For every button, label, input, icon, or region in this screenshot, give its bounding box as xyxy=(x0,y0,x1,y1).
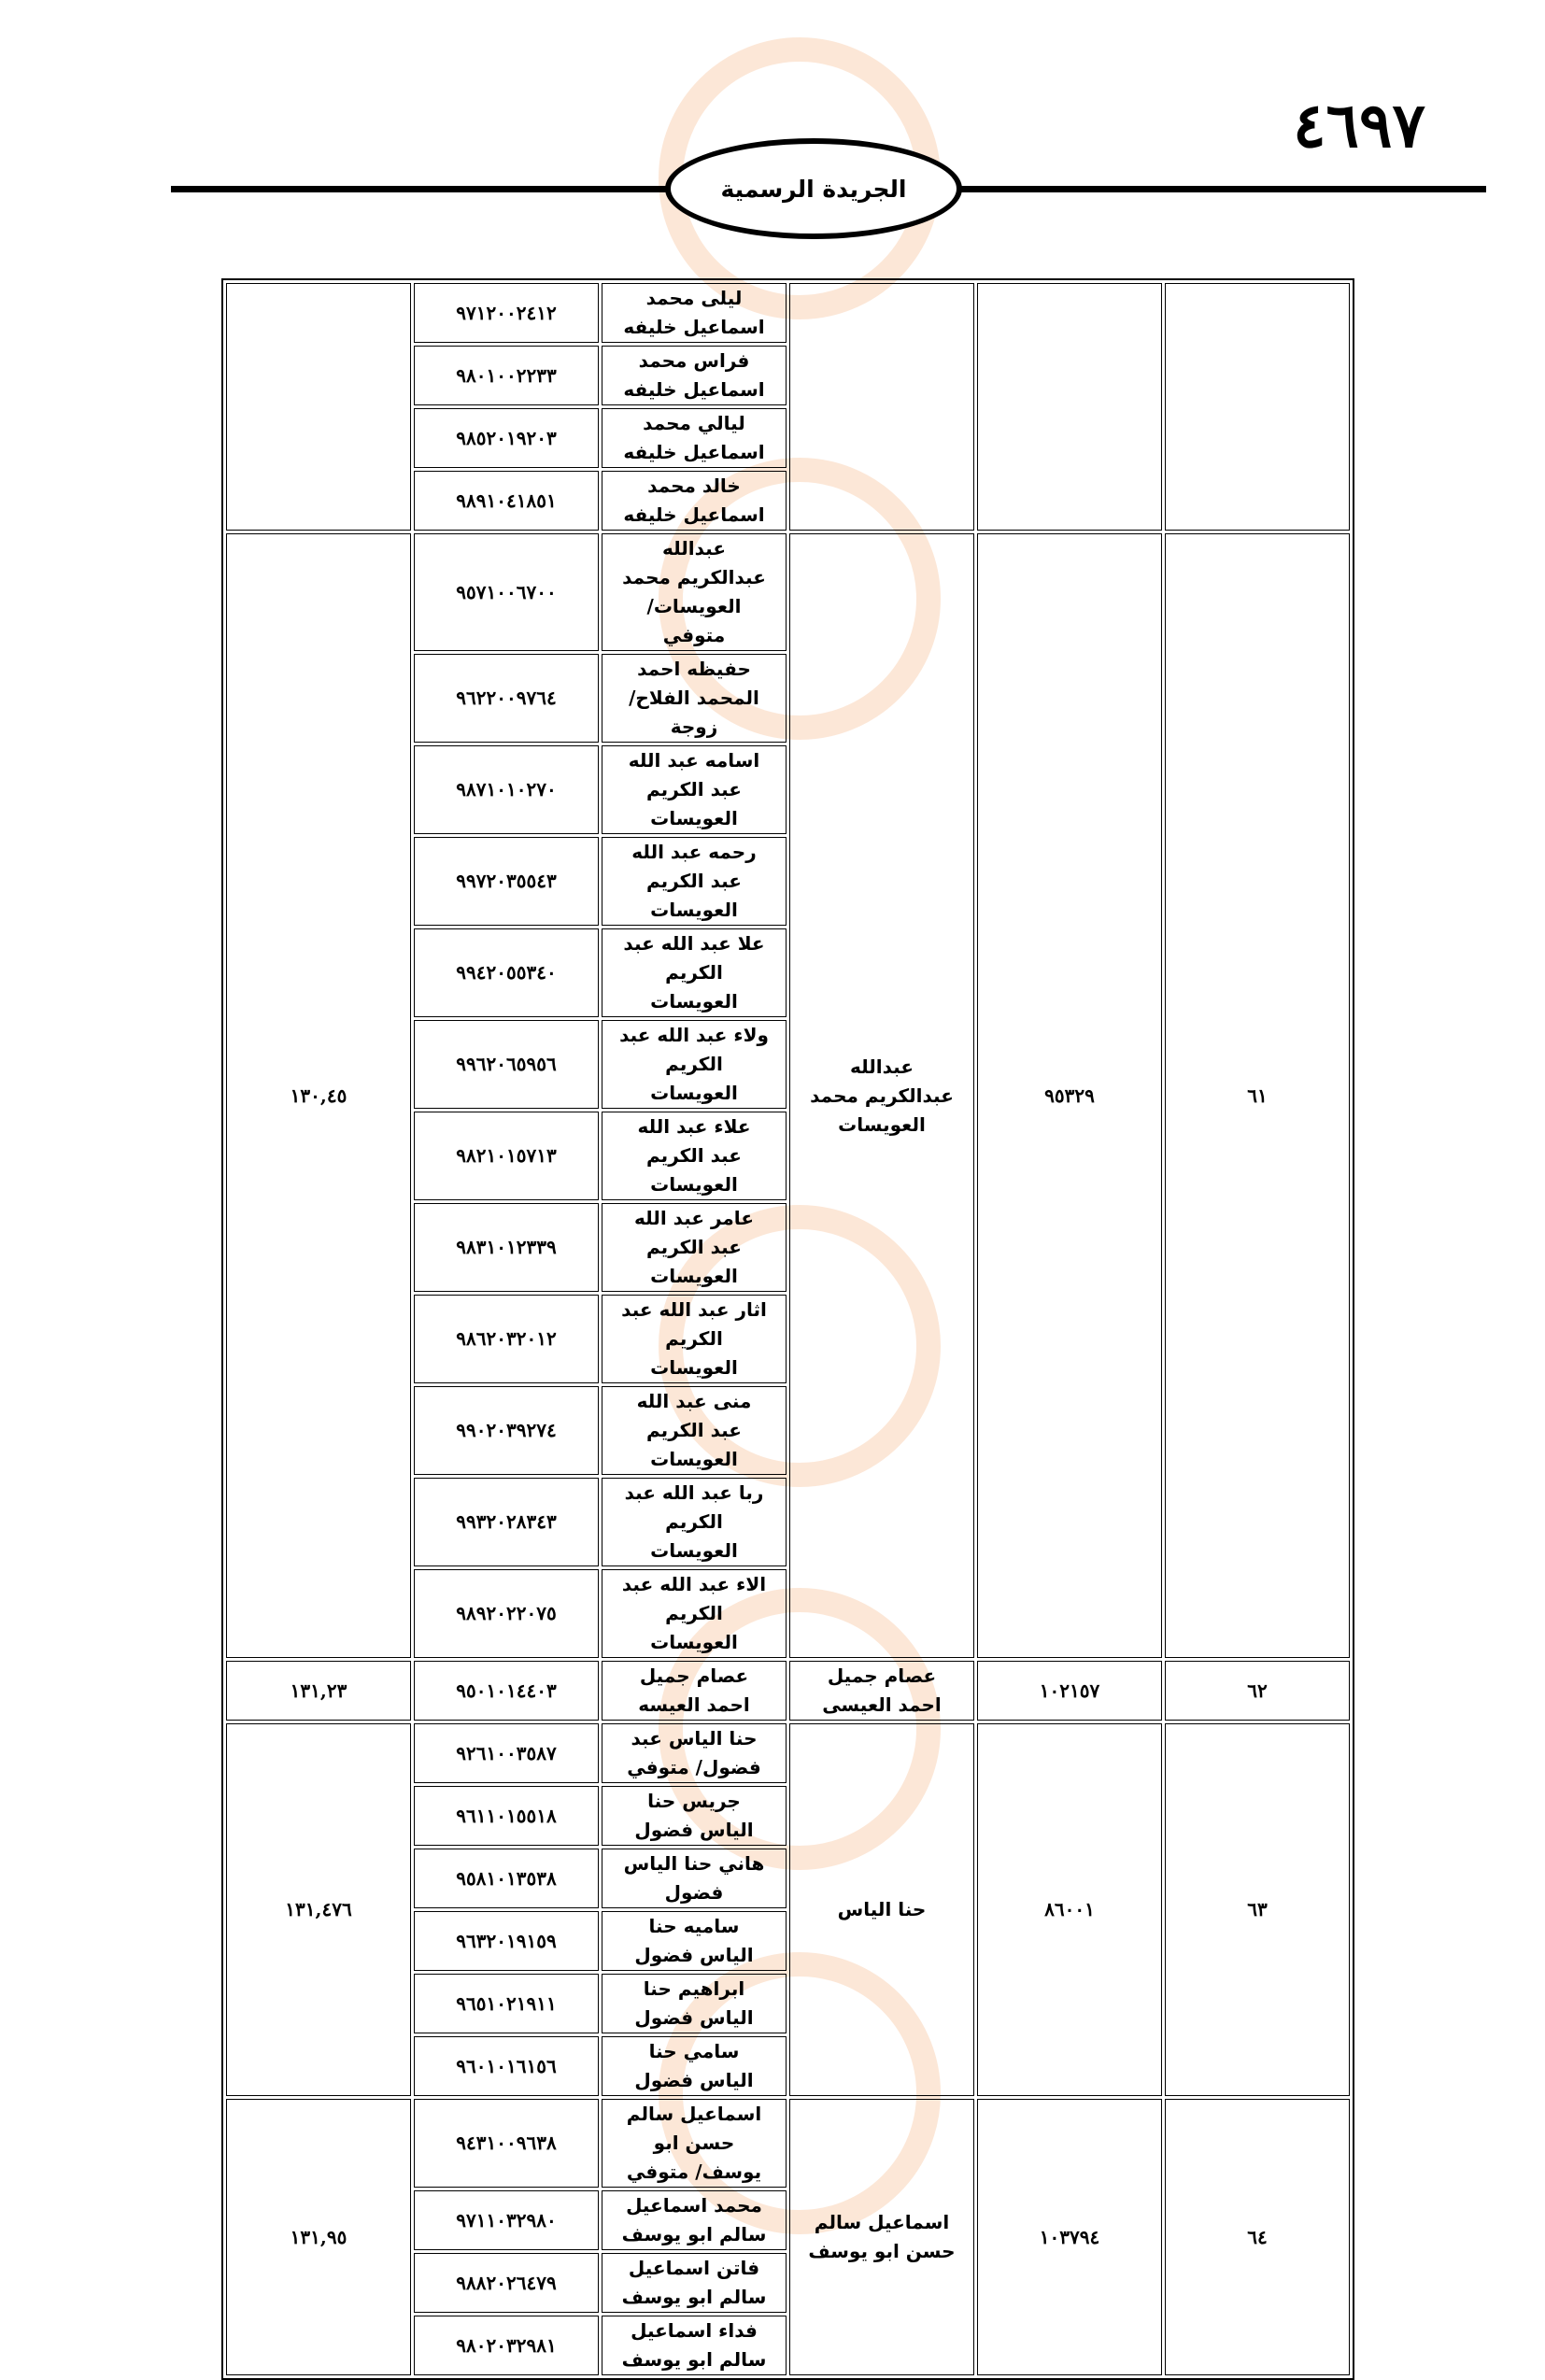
national-id-cell: ٩٨٦٢٠٣٢٠١٢ xyxy=(414,1295,599,1383)
member-name-cell: اسماعيل سالم حسن ابو يوسف/ متوفي xyxy=(602,2099,787,2188)
member-name-cell: عبدالله عبدالكريم محمد العويسات/ متوفي xyxy=(602,533,787,651)
national-id-cell: ٩٨٧١٠١٠٢٧٠ xyxy=(414,745,599,834)
member-name-cell: هاني حنا الياس فضول xyxy=(602,1849,787,1908)
member-name-cell: عصام جميل احمد العيسه xyxy=(602,1661,787,1721)
national-id-cell: ٩٩٠٢٠٣٩٢٧٤ xyxy=(414,1386,599,1475)
total-amount-cell: ١٣١,٩٥ xyxy=(226,2099,411,2375)
member-name-cell: عامر عبد الله عبد الكريم العويسات xyxy=(602,1203,787,1292)
record-id-cell: ١٠٢١٥٧ xyxy=(977,1661,1162,1721)
member-name-cell: ساميه حنا الياس فضول xyxy=(602,1911,787,1971)
gazette-title-oval xyxy=(665,138,962,239)
national-id-cell: ٩٩٦٢٠٦٥٩٥٦ xyxy=(414,1020,599,1109)
national-id-cell: ٩٨٣١٠١٢٣٣٩ xyxy=(414,1203,599,1292)
member-name-cell: ولاء عبد الله عبد الكريم العويسات xyxy=(602,1020,787,1109)
national-id-cell: ٩٨٨٢٠٢٦٤٧٩ xyxy=(414,2253,599,2313)
member-name-cell: جريس حنا الياس فضول xyxy=(602,1786,787,1846)
member-name-cell: ليلى محمد اسماعيل خليفه xyxy=(602,283,787,343)
national-id-cell: ٩٢٦١٠٠٣٥٨٧ xyxy=(414,1723,599,1783)
national-id-cell: ٩٦٣٢٠١٩١٥٩ xyxy=(414,1911,599,1971)
total-amount-cell xyxy=(226,283,411,531)
sequence-number-cell: ٦٤ xyxy=(1165,2099,1350,2375)
owner-name-cell: عصام جميل احمد العيسى xyxy=(789,1661,974,1721)
national-id-cell: ٩٧١٢٠٠٢٤١٢ xyxy=(414,283,599,343)
national-id-cell: ٩٧١١٠٣٢٩٨٠ xyxy=(414,2190,599,2250)
beneficiaries-table xyxy=(221,278,1354,2380)
owner-name-cell: حنا الياس xyxy=(789,1723,974,2096)
national-id-cell: ٩٥٠١٠١٤٤٠٣ xyxy=(414,1661,599,1721)
table-row xyxy=(226,1661,1350,1721)
record-id-cell xyxy=(977,283,1162,531)
member-name-cell: رحمه عبد الله عبد الكريم العويسات xyxy=(602,837,787,926)
sequence-number-cell: ٦٣ xyxy=(1165,1723,1350,2096)
national-id-cell: ٩٦٢٢٠٠٩٧٦٤ xyxy=(414,654,599,743)
member-name-cell: اثار عبد الله عبد الكريم العويسات xyxy=(602,1295,787,1383)
national-id-cell: ٩٩٧٢٠٣٥٥٤٣ xyxy=(414,837,599,926)
national-id-cell: ٩٦١١٠١٥٥١٨ xyxy=(414,1786,599,1846)
national-id-cell: ٩٨٢١٠١٥٧١٣ xyxy=(414,1112,599,1200)
national-id-cell: ٩٦٥١٠٢١٩١١ xyxy=(414,1974,599,2033)
gazette-title: الجريدة الرسمية xyxy=(720,175,907,203)
member-name-cell: حنا الياس عبد فضول/ متوفي xyxy=(602,1723,787,1783)
member-name-cell: علاء عبد الله عبد الكريم العويسات xyxy=(602,1112,787,1200)
record-id-cell: ١٠٣٧٩٤ xyxy=(977,2099,1162,2375)
national-id-cell: ٩٨٠٢٠٣٢٩٨١ xyxy=(414,2316,599,2375)
sequence-number-cell: ٦١ xyxy=(1165,533,1350,1658)
national-id-cell: ٩٨٩١٠٤١٨٥١ xyxy=(414,471,599,531)
national-id-cell: ٩٩٣٢٠٢٨٣٤٣ xyxy=(414,1478,599,1566)
total-amount-cell: ١٣٠,٤٥ xyxy=(226,533,411,1658)
member-name-cell: اسامه عبد الله عبد الكريم العويسات xyxy=(602,745,787,834)
owner-name-cell xyxy=(789,283,974,531)
member-name-cell: علا عبد الله عبد الكريم العويسات xyxy=(602,928,787,1017)
table-row xyxy=(226,2099,1350,2188)
member-name-cell: محمد اسماعيل سالم ابو يوسف xyxy=(602,2190,787,2250)
member-name-cell: ابراهيم حنا الياس فضول xyxy=(602,1974,787,2033)
national-id-cell: ٩٤٣١٠٠٩٦٣٨ xyxy=(414,2099,599,2188)
national-id-cell: ٩٨٩٢٠٢٢٠٧٥ xyxy=(414,1569,599,1658)
record-id-cell: ٨٦٠٠١ xyxy=(977,1723,1162,2096)
national-id-cell: ٩٨٠١٠٠٢٢٣٣ xyxy=(414,346,599,405)
page-number: ٤٦٩٧ xyxy=(1293,89,1425,162)
national-id-cell: ٩٩٤٢٠٥٥٣٤٠ xyxy=(414,928,599,1017)
sequence-number-cell xyxy=(1165,283,1350,531)
member-name-cell: الاء عبد الله عبد الكريم العويسات xyxy=(602,1569,787,1658)
table-row xyxy=(226,1723,1350,1783)
national-id-cell: ٩٦٠١٠١٦١٥٦ xyxy=(414,2036,599,2096)
total-amount-cell: ١٣١,٢٣ xyxy=(226,1661,411,1721)
member-name-cell: فراس محمد اسماعيل خليفه xyxy=(602,346,787,405)
member-name-cell: فاتن اسماعيل سالم ابو يوسف xyxy=(602,2253,787,2313)
sequence-number-cell: ٦٢ xyxy=(1165,1661,1350,1721)
member-name-cell: سامي حنا الياس فضول xyxy=(602,2036,787,2096)
national-id-cell: ٩٥٨١٠١٣٥٣٨ xyxy=(414,1849,599,1908)
record-id-cell: ٩٥٣٢٩ xyxy=(977,533,1162,1658)
table-row xyxy=(226,533,1350,651)
owner-name-cell: اسماعيل سالم حسن ابو يوسف xyxy=(789,2099,974,2375)
member-name-cell: ليالي محمد اسماعيل خليفه xyxy=(602,408,787,468)
member-name-cell: منى عبد الله عبد الكريم العويسات xyxy=(602,1386,787,1475)
member-name-cell: خالد محمد اسماعيل خليفه xyxy=(602,471,787,531)
member-name-cell: فداء اسماعيل سالم ابو يوسف xyxy=(602,2316,787,2375)
table-row xyxy=(226,283,1350,343)
total-amount-cell: ١٣١,٤٧٦ xyxy=(226,1723,411,2096)
owner-name-cell: عبدالله عبدالكريم محمد العويسات xyxy=(789,533,974,1658)
member-name-cell: ربا عبد الله عبد الكريم العويسات xyxy=(602,1478,787,1566)
national-id-cell: ٩٥٧١٠٠٦٧٠٠ xyxy=(414,533,599,651)
national-id-cell: ٩٨٥٢٠١٩٢٠٣ xyxy=(414,408,599,468)
member-name-cell: حفيظه احمد المحمد الفلاح/ زوجة xyxy=(602,654,787,743)
